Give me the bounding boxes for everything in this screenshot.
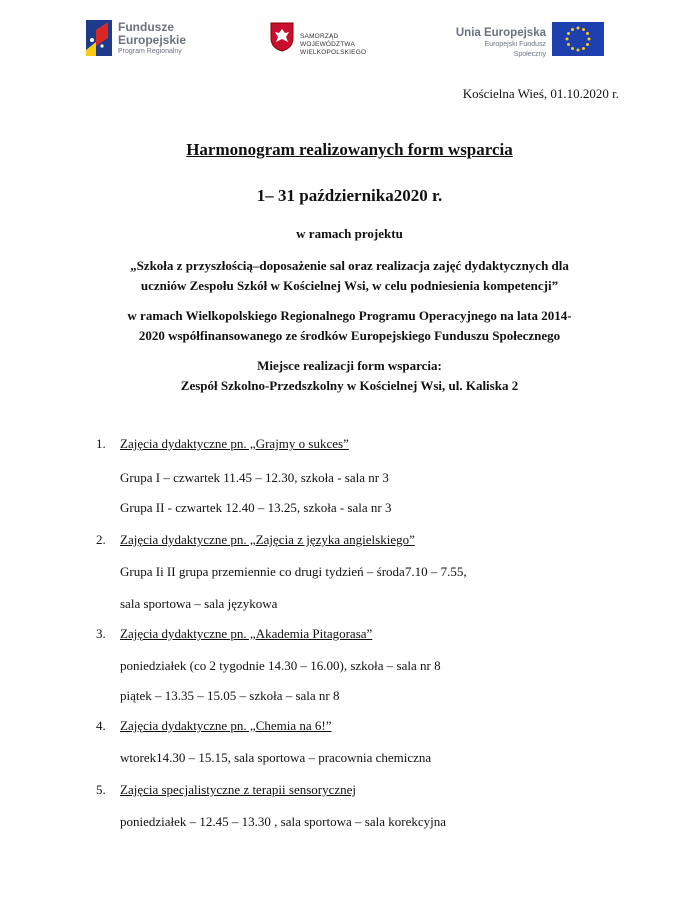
project-line: „Szkoła z przyszłością–doposażenie sal oraz realizacja zajęć dydaktycznych dla xyxy=(130,258,569,273)
place-date: Kościelna Wieś, 01.10.2020 r. xyxy=(462,86,619,101)
item-line: wtorek14.30 – 15.15, sala sportowa – pracownia chemiczna xyxy=(120,750,432,765)
item-heading: Zajęcia dydaktyczne pn. „Akademia Pitagorasa” xyxy=(120,626,373,641)
shield-eagle-icon xyxy=(270,22,294,52)
item-line: piątek – 13.35 – 15.05 – szkoła – sala nr 8 xyxy=(120,688,340,703)
fe-line3: Program Regionalny xyxy=(118,48,182,55)
document-title xyxy=(0,140,699,160)
program-line: w ramach Wielkopolskiego Regionalnego Programu Operacyjnego na lata 2014- xyxy=(127,308,572,323)
item-number: 1. xyxy=(96,436,106,451)
sw-line2: WIELKOPOLSKIEGO xyxy=(300,49,367,56)
place-info xyxy=(0,356,699,396)
item-line: Grupa II - czwartek 12.40 – 13.25, szkoła - sala nr 3 xyxy=(120,500,392,515)
item-heading: Zajęcia specjalistyczne z terapii sensorycznej xyxy=(120,782,357,797)
program-info xyxy=(0,306,699,346)
ue-line2: Europejski Fundusz Społeczny xyxy=(484,41,546,58)
ue-line1: Unia Europejska xyxy=(455,27,546,39)
logo-unia-europejska xyxy=(452,22,604,58)
fe-line1: Fundusze xyxy=(118,20,174,34)
logo-samorzad-wojewodztwa xyxy=(270,22,390,58)
item-number: 4. xyxy=(96,718,106,733)
sw-line1: SAMORZĄD WOJEWÓDZTWA xyxy=(300,33,356,48)
place-line: Miejsce realizacji form wsparcia: xyxy=(257,358,442,373)
item-line: poniedziałek – 12.45 – 13.30 , sala sportowa – sala korekcyjna xyxy=(120,814,446,829)
date-range: 1– 31 października2020 r. xyxy=(256,186,443,205)
item-number: 3. xyxy=(96,626,106,641)
item-number: 2. xyxy=(96,532,106,547)
fundusze-europejskie-mark-icon xyxy=(86,20,112,56)
item-line: Grupa Ii II grupa przemiennie co drugi tydzień – środa7.10 – 7.55, xyxy=(120,564,467,579)
item-line: poniedziałek (co 2 tygodnie 14.30 – 16.00), szkoła – sala nr 8 xyxy=(120,658,441,673)
place-line: Zespół Szkolno-Przedszkolny w Kościelnej Wsi, ul. Kaliska 2 xyxy=(180,378,519,393)
item-line: Grupa I – czwartek 11.45 – 12.30, szkoła - sala nr 3 xyxy=(120,470,389,485)
item-heading: Zajęcia dydaktyczne pn. „Grajmy o sukces” xyxy=(120,436,349,451)
item-number: 5. xyxy=(96,782,106,797)
project-name xyxy=(0,256,699,296)
program-line: 2020 współfinansowanego ze środków Europejskiego Funduszu Społecznego xyxy=(138,328,561,343)
item-heading: Zajęcia dydaktyczne pn. „Chemia na 6!” xyxy=(120,718,332,733)
document-title-text: Harmonogram realizowanych form wsparcia xyxy=(186,140,513,159)
logo-fundusze-europejskie xyxy=(86,20,196,62)
project-line: uczniów Zespołu Szkół w Kościelnej Wsi, w celu podniesienia kompetencji” xyxy=(140,278,559,293)
item-line: sala sportowa – sala językowa xyxy=(120,596,278,611)
item-heading: Zajęcia dydaktyczne pn. „Zajęcia z języka angielskiego” xyxy=(120,532,415,547)
fe-line2: Europejskie xyxy=(118,33,187,47)
eu-flag-icon xyxy=(552,22,604,56)
intro-line: w ramach projektu xyxy=(296,226,403,241)
